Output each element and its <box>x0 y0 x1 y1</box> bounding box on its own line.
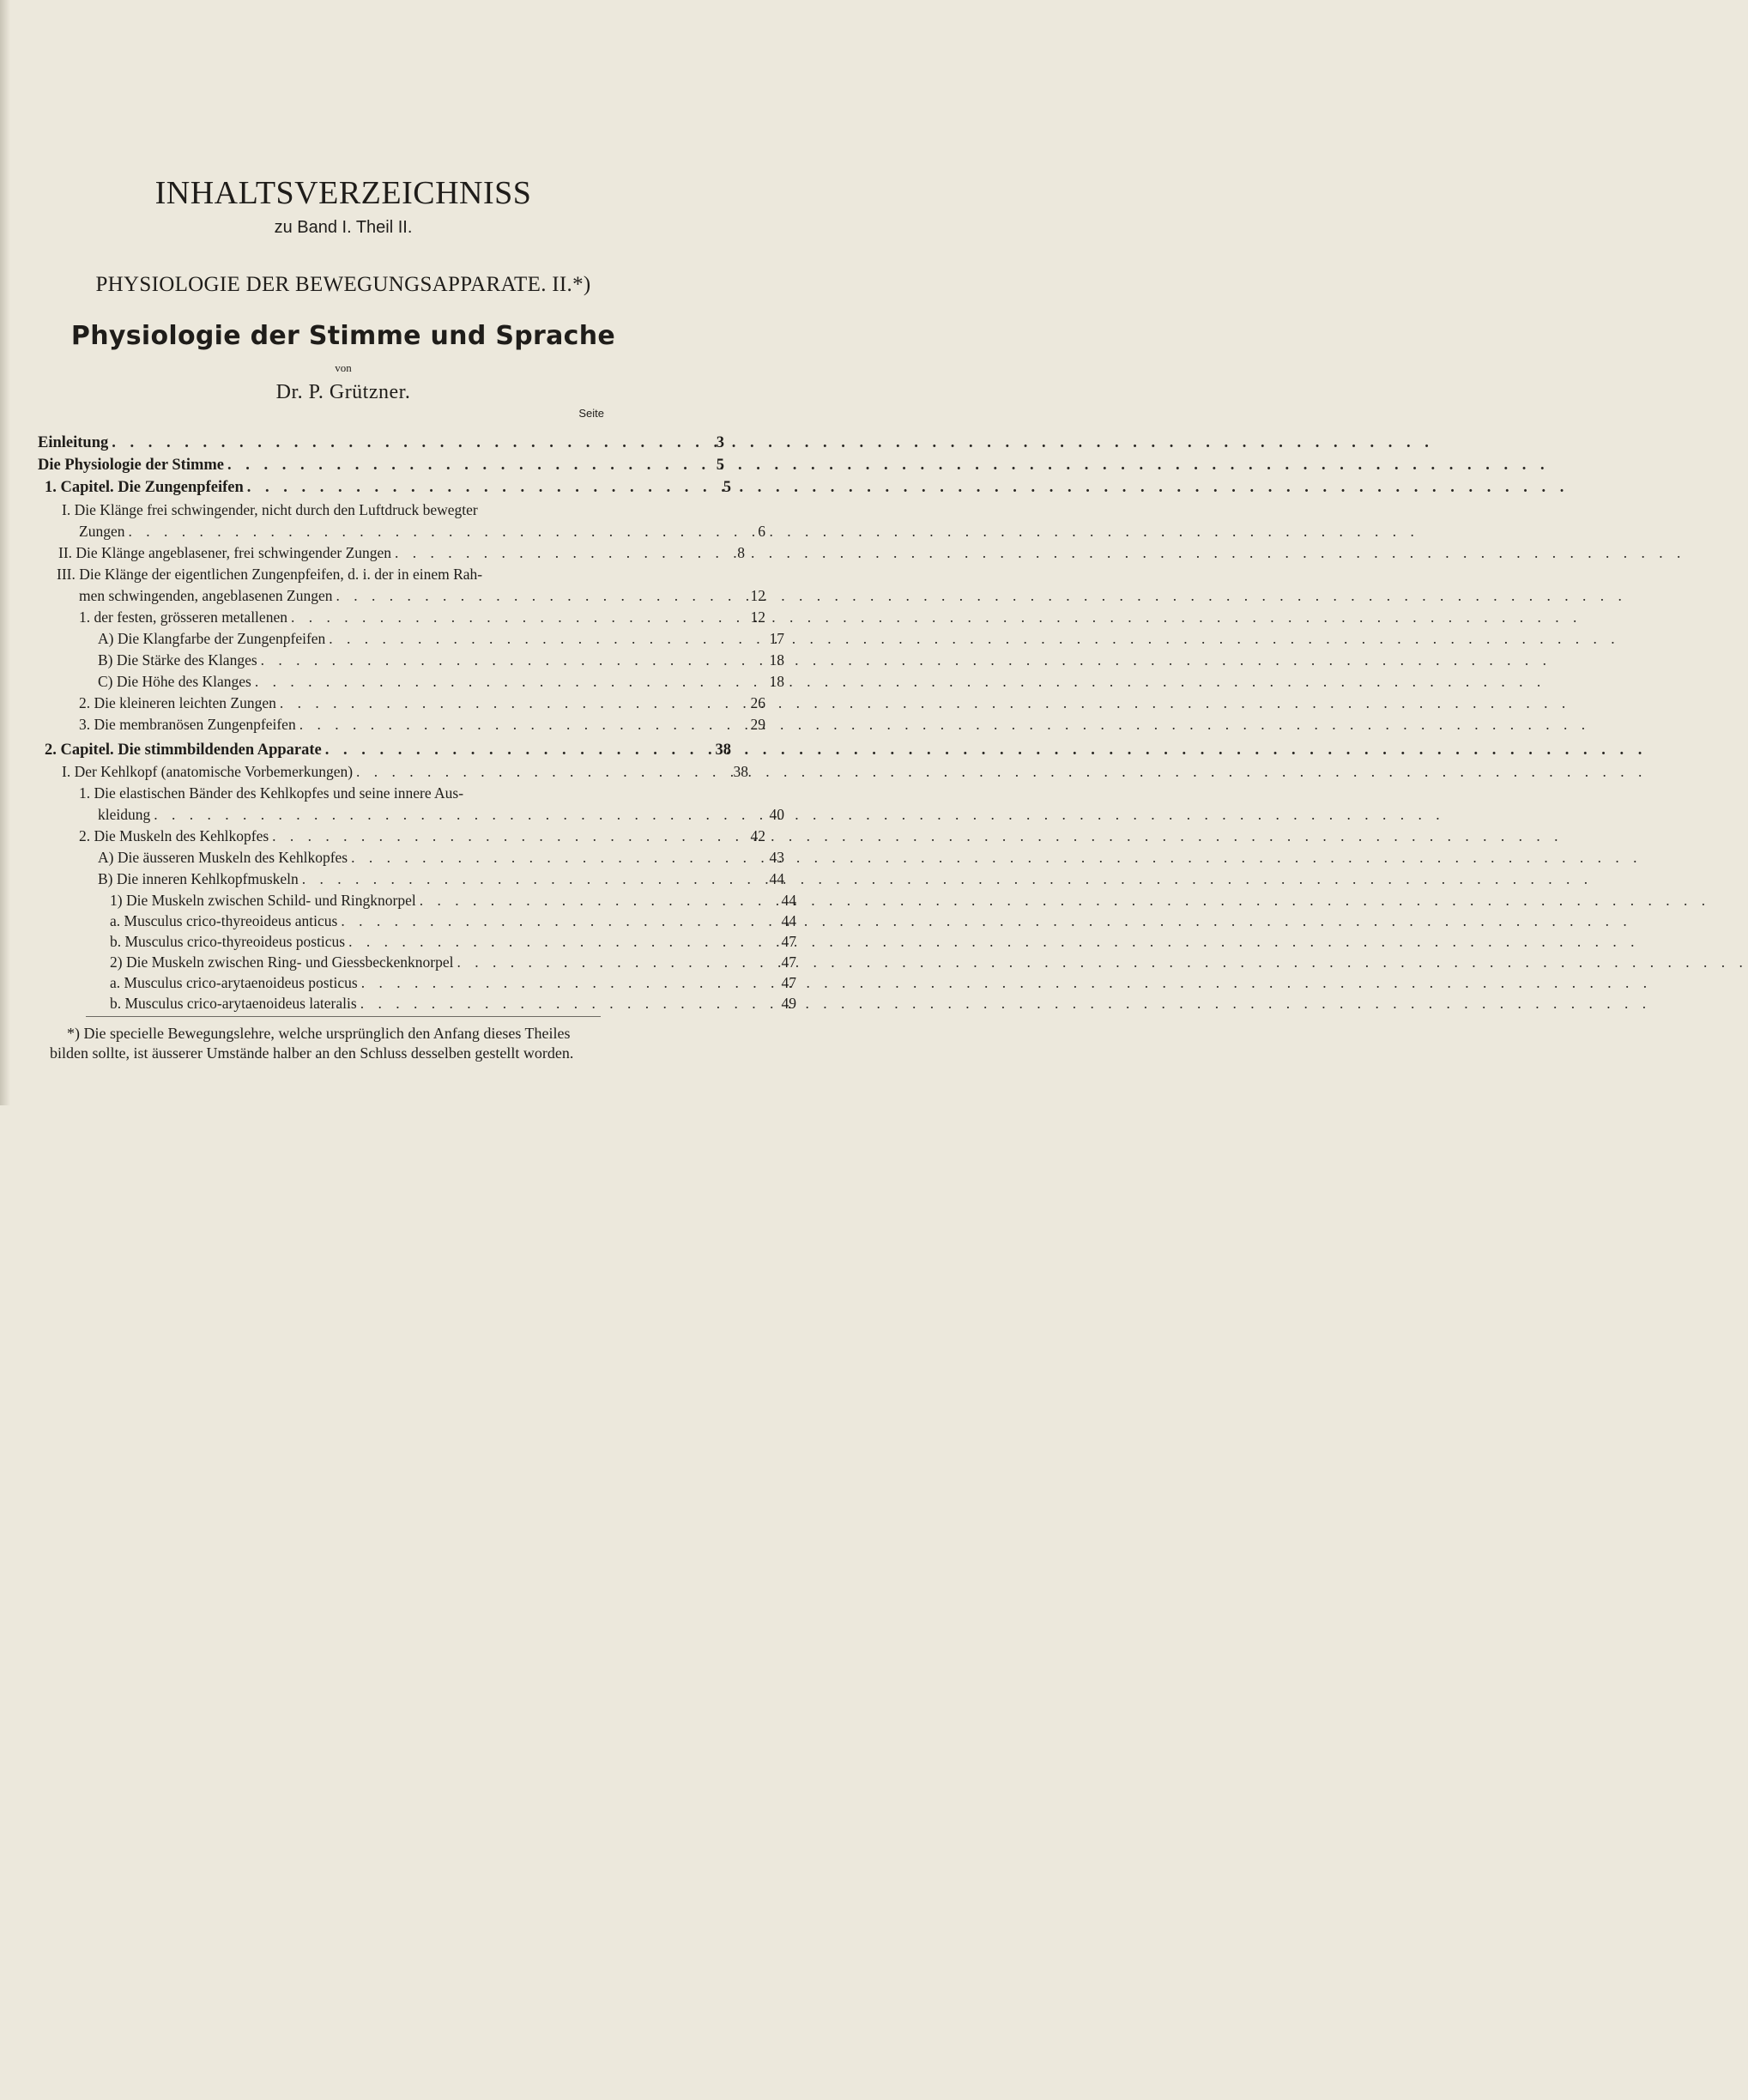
toc-entry-page: 3 <box>716 434 724 451</box>
page-column-label: Seite <box>578 407 604 420</box>
toc-entry <box>79 716 765 733</box>
toc-entry <box>38 457 724 474</box>
table-of-contents <box>0 0 796 1105</box>
toc-entry <box>98 849 784 866</box>
author-prefix: von <box>335 361 352 374</box>
toc-entry-label: C) Die Höhe des Klanges <box>98 673 251 690</box>
toc-entry-label: b. Musculus crico-thyreoideus posticus <box>110 933 346 950</box>
toc-entry-page: 44 <box>781 892 796 909</box>
toc-entry <box>62 763 748 780</box>
footnote-divider <box>86 1016 601 1017</box>
toc-entry-label: II. Die Klänge angeblasener, frei schwingender Zungen <box>58 544 392 561</box>
toc-entry-page: 18 <box>769 673 784 690</box>
footnote-line: *) Die specielle Bewegungslehre, welche ursprünglich den Anfang dieses Theiles <box>67 1025 571 1042</box>
toc-entry <box>58 544 745 561</box>
toc-entry-label: A) Die äusseren Muskeln des Kehlkopfes <box>98 849 348 866</box>
toc-entry-label: Die Physiologie der Stimme <box>38 457 225 474</box>
toc-entry <box>45 741 731 759</box>
toc-entry-page: 47 <box>781 974 796 991</box>
main-title: INHALTSVERZEICHNISS <box>154 175 532 211</box>
toc-entry-page: 44 <box>781 912 796 929</box>
toc-entry-label: a. Musculus crico-arytaenoideus posticus <box>110 974 358 991</box>
toc-entry-page: 44 <box>769 870 784 887</box>
book-title: Physiologie der Stimme und Sprache <box>70 321 616 351</box>
section-title: PHYSIOLOGIE DER BEWEGUNGSAPPARATE. II.*) <box>95 273 591 296</box>
toc-entry <box>45 479 731 496</box>
toc-entry-label: 1. Die elastischen Bänder des Kehlkopfes und seine innere Aus- <box>79 784 464 802</box>
toc-entry <box>110 892 796 909</box>
toc-entry-page: 8 <box>737 544 745 561</box>
toc-entry <box>110 912 796 929</box>
toc-entry-page: 43 <box>769 849 784 866</box>
toc-entry-label: B) Die Stärke des Klanges <box>98 651 257 669</box>
toc-entry-label: 3. Die membranösen Zungenpfeifen <box>79 716 296 733</box>
toc-entry-label: Zungen <box>79 523 125 540</box>
toc-entry <box>110 933 796 950</box>
toc-entry-label: 1. Capitel. Die Zungenpfeifen <box>45 479 244 496</box>
toc-entry <box>79 694 765 711</box>
toc-entry <box>79 587 765 604</box>
toc-entry-page: 29 <box>750 716 765 733</box>
toc-entry-page: 5 <box>723 479 731 496</box>
toc-entry <box>79 523 765 540</box>
toc-entry-page: 38 <box>733 763 748 780</box>
toc-entry-label: 2. Capitel. Die stimmbildenden Apparate <box>45 741 322 759</box>
toc-entry-label: kleidung <box>98 806 151 823</box>
toc-entry-page: 17 <box>769 630 784 647</box>
document-page <box>0 0 796 1105</box>
toc-entry-label: b. Musculus crico-arytaenoideus lateralis <box>110 995 357 1012</box>
toc-entry-label: men schwingenden, angeblasenen Zungen <box>79 587 333 604</box>
toc-entry-label: I. Der Kehlkopf (anatomische Vorbemerkungen) <box>62 763 354 780</box>
toc-entry <box>98 630 784 647</box>
toc-entry-label: I. Die Klänge frei schwingender, nicht durch den Luftdruck bewegter <box>62 501 478 518</box>
toc-entry-page: 49 <box>781 995 796 1012</box>
toc-entry-label: Einleitung <box>38 434 109 451</box>
toc-entry-page: 18 <box>769 651 784 669</box>
toc-entry-page: 6 <box>758 523 765 540</box>
toc-entry <box>79 608 765 626</box>
footnote-line: bilden sollte, ist äusserer Umstände halber an den Schluss desselben gestellt worden. <box>50 1044 574 1062</box>
toc-entry <box>38 434 724 451</box>
toc-entry-page: 12 <box>750 587 765 604</box>
toc-entry <box>98 870 784 887</box>
toc-entry-label: B) Die inneren Kehlkopfmuskeln <box>98 870 299 887</box>
toc-entry-page: 47 <box>781 953 796 971</box>
toc-entry-page: 38 <box>715 741 731 759</box>
subtitle: zu Band I. Theil II. <box>274 218 413 237</box>
toc-entry-label: a. Musculus crico-thyreoideus anticus <box>110 912 338 929</box>
toc-entry-label: 2) Die Muskeln zwischen Ring- und Giessbeckenknorpel <box>110 953 454 971</box>
author: Dr. P. Grützner. <box>275 381 411 403</box>
toc-entry-page: 5 <box>716 457 724 474</box>
toc-entry <box>98 651 784 669</box>
toc-entry <box>110 974 796 991</box>
toc-entry-label: 2. Die Muskeln des Kehlkopfes <box>79 827 269 844</box>
toc-entry-label: 2. Die kleineren leichten Zungen <box>79 694 276 711</box>
toc-entry <box>79 827 765 844</box>
toc-entry-page: 26 <box>750 694 765 711</box>
toc-entry <box>98 806 784 823</box>
toc-entry <box>110 995 796 1012</box>
toc-entry <box>110 953 796 971</box>
toc-entry-page: 47 <box>781 933 796 950</box>
toc-entry-label: III. Die Klänge der eigentlichen Zungenpfeifen, d. i. der in einem Rah- <box>57 566 483 583</box>
toc-entry-label: 1. der festen, grösseren metallenen <box>79 608 287 626</box>
toc-entry-page: 42 <box>750 827 765 844</box>
toc-entry-label: 1) Die Muskeln zwischen Schild- und Ringknorpel <box>110 892 416 909</box>
toc-entry-page: 12 <box>750 608 765 626</box>
toc-entry-page: 40 <box>769 806 784 823</box>
toc-entry-label: A) Die Klangfarbe der Zungenpfeifen <box>98 630 326 647</box>
toc-entry <box>98 673 784 690</box>
